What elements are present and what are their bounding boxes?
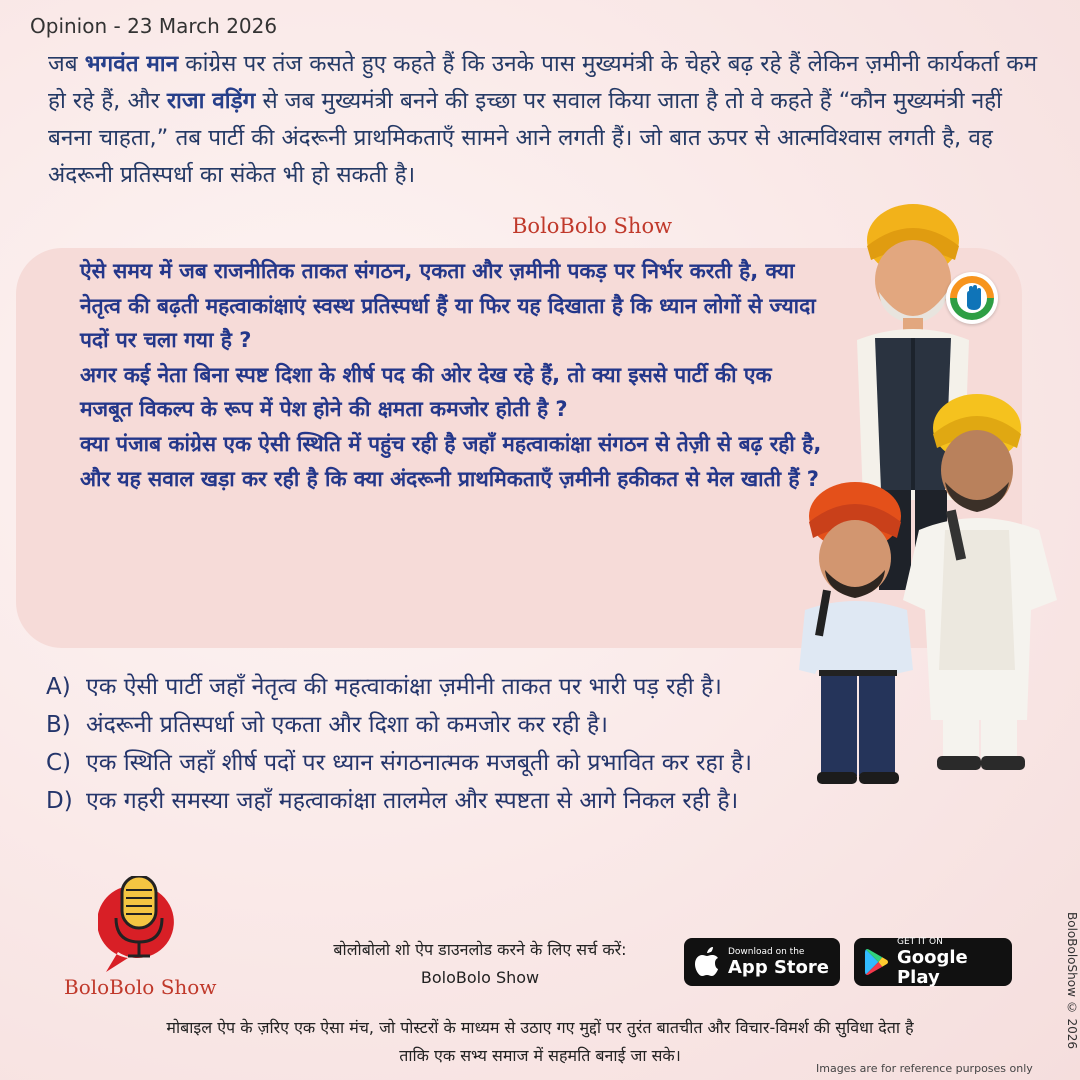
footer-line-2: ताकि एक सभ्य समाज में सहमति बनाई जा सके। — [399, 1046, 681, 1065]
option-text: एक गहरी समस्या जहाँ महत्वाकांक्षा तालमेल और स्पष्टता से आगे निकल रही है। — [86, 788, 739, 814]
google-play-icon — [864, 948, 889, 976]
option-text: एक ऐसी पार्टी जहाँ नेतृत्व की महत्वाकांक्षा ज़मीनी ताकत पर भारी पड़ रही है। — [86, 674, 722, 700]
intro-name-1: भगवंत मान — [84, 51, 179, 77]
option-c[interactable] — [46, 744, 1006, 782]
google-play-button[interactable] — [854, 938, 1012, 986]
question-1: ऐसे समय में जब राजनीतिक ताकत संगठन, एकता और ज़मीनी पकड़ पर निर्भर करती है, क्या नेतृत्व की बढ़ती महत्वाकांक्षाएं स्वस्थ प्रतिस्पर्धा हैं या फिर यह दिखाता है कि ध्यान लोगों से ज्यादा पदों पर चला गया है ? — [80, 259, 816, 353]
download-line-1: बोलोबोलो शो ऐप डाउनलोड करने के लिए सर्च करें: — [333, 940, 627, 959]
apple-icon — [694, 947, 720, 977]
option-text: अंदरूनी प्रतिस्पर्धा जो एकता और दिशा को कमजोर कर रही है। — [86, 712, 608, 738]
option-a[interactable] — [46, 668, 1006, 706]
questions — [80, 254, 830, 496]
app-store-big: App Store — [728, 956, 829, 978]
reference-disclaimer: Images are for reference purposes only — [816, 1062, 1033, 1075]
download-instructions — [290, 936, 670, 992]
intro-name-2: राजा वड़िंग — [166, 88, 256, 114]
brand-title-bottom: BoloBolo Show — [64, 975, 217, 999]
intro-text-1: जब — [48, 51, 85, 77]
option-letter: D) — [46, 788, 73, 814]
option-d[interactable] — [46, 782, 1006, 820]
dateline: Opinion - 23 March 2026 — [30, 14, 278, 38]
microphone-logo-icon — [98, 876, 180, 976]
option-letter: C) — [46, 750, 72, 776]
side-copyright: BoloBoloShow © 2026 — [1065, 912, 1079, 1050]
intro-paragraph — [48, 46, 1048, 194]
download-line-2: BoloBolo Show — [420, 968, 540, 987]
option-letter: A) — [46, 674, 71, 700]
question-2: अगर कई नेता बिना स्पष्ट दिशा के शीर्ष पद की ओर देख रहे हैं, तो क्या इससे पार्टी की एक मजबूत विकल्प के रूप में पेश होने की क्षमता कमजोर होती है ? — [80, 362, 772, 422]
app-store-small: Download on the — [728, 946, 805, 957]
intro-text-3: से जब मुख्यमंत्री बनने की इच्छा पर सवाल किया जाता है तो वे कहते हैं “कौन मुख्यमंत्री नहीं बनना चाहता,” तब पार्टी की अंदरूनी प्राथमिकताएँ सामने आने लगती हैं। जो बात ऊपर से आत्मविश्वास लगती है, वह अंदरूनी प्रतिस्पर्धा का संकेत भी हो सकती है। — [48, 88, 1002, 188]
app-store-button[interactable] — [684, 938, 840, 986]
party-logo — [946, 272, 998, 324]
google-play-big: Google Play — [896, 946, 968, 988]
option-b[interactable] — [46, 706, 1006, 744]
footer-line-1: मोबाइल ऐप के ज़रिए एक ऐसा मंच, जो पोस्टरों के माध्यम से उठाए गए मुद्दों पर तुरंत बातचीत और विचार-विमर्श की सुविधा देता है — [166, 1018, 914, 1037]
question-3: क्या पंजाब कांग्रेस एक ऐसी स्थिति में पहुंच रही है जहाँ महत्वाकांक्षा संगठन से तेज़ी से बढ़ रही है, और यह सवाल खड़ा कर रही है कि क्या अंदरूनी प्राथमिकताएँ ज़मीनी हकीकत से मेल खाती हैं ? — [80, 431, 822, 491]
brand-title-top: BoloBolo Show — [512, 214, 673, 238]
option-letter: B) — [46, 712, 71, 738]
options-list — [46, 668, 1006, 820]
intro-text-2: कांग्रेस पर तंज कसते हुए कहते हैं कि उनके पास मुख्यमंत्री के चेहरे बढ़ रहे हैं लेकिन ज़मीनी कार्यकर्ता कम हो रहे हैं, और — [48, 51, 1038, 114]
option-text: एक स्थिति जहाँ शीर्ष पदों पर ध्यान संगठनात्मक मजबूती को प्रभावित कर रहा है। — [86, 750, 752, 776]
google-play-small: GET IT ON — [896, 936, 943, 947]
